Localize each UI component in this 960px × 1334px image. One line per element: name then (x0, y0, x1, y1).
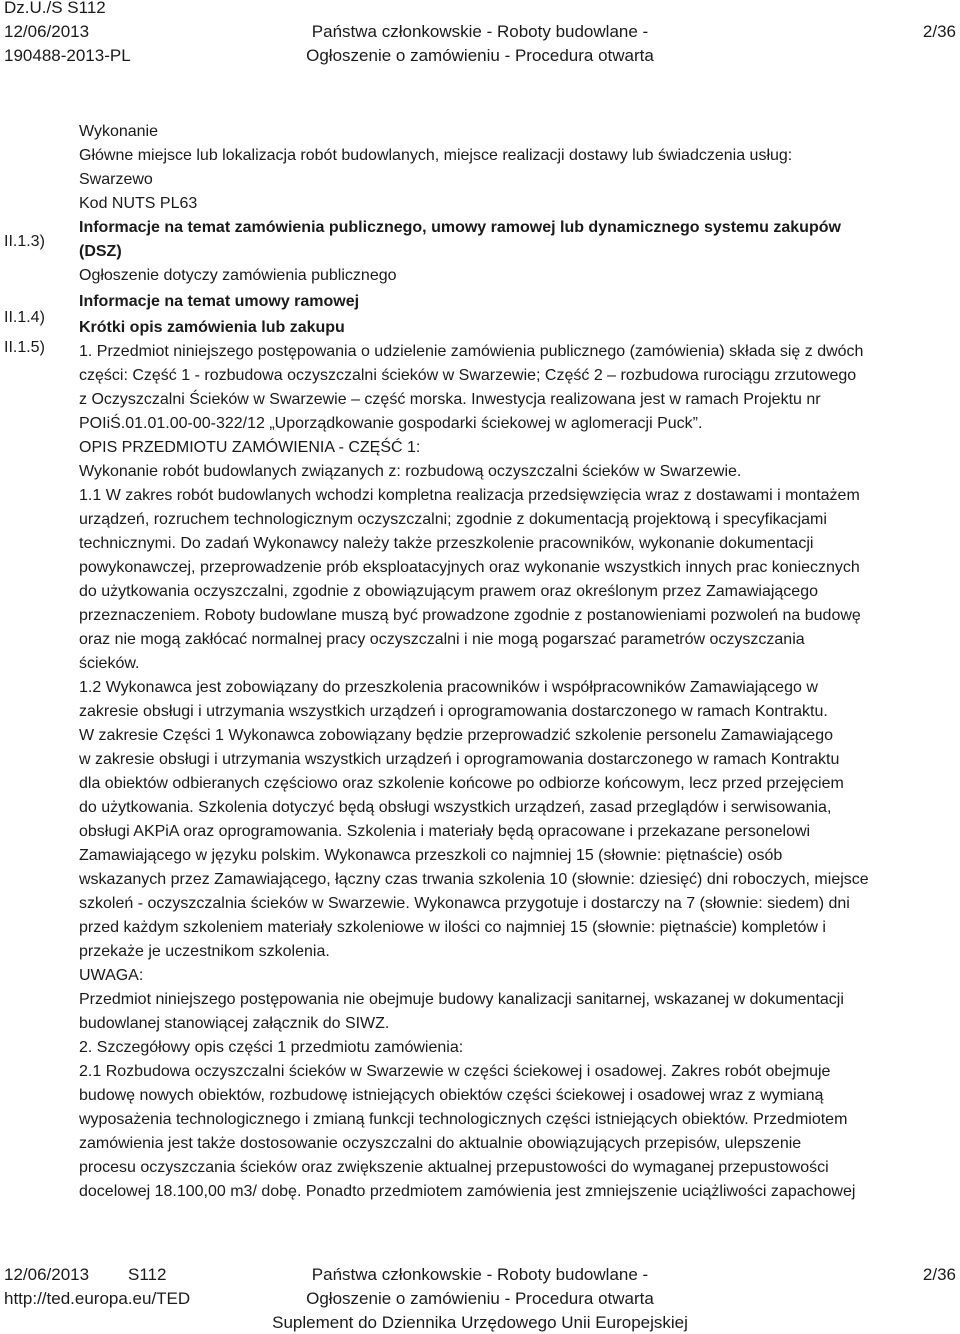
text-line: Kod NUTS PL63 (79, 195, 198, 212)
text-line: do użytkowania oczyszczalni, zgodnie z obowiązującym prawem oraz określonym przez Zamawiającego (79, 583, 818, 600)
header-page-number: 2/36 (922, 22, 956, 41)
text-line: budowę nowych obiektów, rozbudowę istniejących obiektów części ściekowej i osadowej wraz z wymianą (79, 1087, 824, 1104)
section-heading: Informacje na temat zamówienia publicznego, umowy ramowej lub dynamicznego systemu zakupów (79, 219, 841, 236)
text-line: dla obiektów odbieranych częściowo oraz szkolenie końcowe po odbiorze końcowym, lecz przed przejęciem (79, 775, 844, 792)
text-line: w zakresie obsługi i utrzymania wszystkich urządzeń i oprogramowania dostarczonego w ramach Kontraktu (79, 751, 840, 768)
text-line: powykonawczej, przeprowadzenie prób eksploatacyjnych oraz wykonanie wszystkich innych prac koniecznych (79, 559, 860, 576)
text-line: budowlanej stanowiącej załącznik do SIWZ. (79, 1015, 390, 1032)
text-line: 2. Szczegółowy opis części 1 przedmiotu zamówienia: (79, 1039, 464, 1056)
text-line: docelowej 18.100,00 m3/ dobę. Ponadto przedmiotem zamówienia jest zmniejszenie uciążliwości zapachowej (79, 1183, 856, 1200)
footer-url-link[interactable]: http://ted.europa.eu/TED (4, 1289, 191, 1308)
header-title-line-1: Państwa członkowskie - Roboty budowlane - (311, 22, 649, 41)
section-heading: Krótki opis zamówienia lub zakupu (79, 319, 345, 336)
text-line: Swarzewo (79, 171, 153, 188)
text-line: Ogłoszenie dotyczy zamówienia publicznego (79, 267, 397, 284)
text-line: szkoleń - oczyszczalnia ścieków w Swarzewie. Wykonawca przygotuje i dostarczy na 7 (słownie: siedem) dni (79, 895, 850, 912)
text-line: 1.2 Wykonawca jest zobowiązany do przeszkolenia pracowników i współpracowników Zamawiającego w (79, 679, 818, 696)
text-line: POIiŚ.01.01.00-00-322/12 „Uporządkowanie gospodarki ściekowej w aglomeracji Puck”. (79, 415, 703, 432)
section-heading: Informacje na temat umowy ramowej (79, 293, 360, 310)
text-line: Wykonanie (79, 123, 159, 140)
text-line: UWAGA: (79, 967, 144, 984)
text-line: zakresie obsługi i utrzymania wszystkich urządzeń i oprogramowania dostarczonego w ramach Kontraktu. (79, 703, 828, 720)
text-line: przeznaczeniem. Roboty budowlane muszą być prowadzone zgodnie z postanowieniami pozwoleń na budowę (79, 607, 861, 624)
section-number: II.1.3) (4, 233, 45, 250)
text-line: przed każdym szkoleniem materiały szkoleniowe w ilości co najmniej 15 (słownie: piętnaście) kompletów i (79, 919, 826, 936)
section-number: II.1.5) (4, 339, 45, 356)
text-line: do użytkowania. Szkolenia dotyczyć będą obsługi wszystkich urządzeń, zasad przeglądów i serwisowania, (79, 799, 832, 816)
text-line: W zakresie Części 1 Wykonawca zobowiązany będzie przeprowadzić szkolenie personelu Zamawiającego (79, 727, 833, 744)
text-line: przekaże je uczestnikom szkolenia. (79, 943, 330, 960)
text-line: 1. Przedmiot niniejszego postępowania o udzielenie zamówienia publicznego (zamówienia) składa się z dwóch (79, 343, 864, 360)
text-line: Główne miejsce lub lokalizacja robót budowlanych, miejsce realizacji dostawy lub świadczenia usług: (79, 147, 793, 164)
header-notice-id: 190488-2013-PL (4, 46, 131, 65)
footer-title-line-2: Ogłoszenie o zamówieniu - Procedura otwarta (306, 1289, 654, 1308)
section-number: II.1.4) (4, 309, 45, 326)
text-line: urządzeń, rozruchem technologicznym oczyszczalni; zgodnie z dokumentacją projektową i specyfikacjami (79, 511, 827, 528)
text-line: 1.1 W zakres robót budowlanych wchodzi kompletna realizacja przedsięwzięcia wraz z dostawami i montażem (79, 487, 860, 504)
header-oj-reference: Dz.U./S S112 (4, 0, 106, 17)
footer-date: 12/06/2013 (4, 1265, 90, 1284)
footer-page-number: 2/36 (922, 1265, 956, 1284)
header-date: 12/06/2013 (4, 22, 90, 41)
text-line: zamówienia jest także dostosowanie oczyszczalni do aktualnie obowiązujących przepisów, ulepszenie (79, 1135, 802, 1152)
text-line: technicznymi. Do zadań Wykonawcy należy także przeszkolenie pracowników, wykonanie dokumentacji (79, 535, 814, 552)
text-line: OPIS PRZEDMIOTU ZAMÓWIENIA - CZĘŚĆ 1: (79, 439, 421, 456)
text-line: obsługi AKPiA oraz oprogramowania. Szkolenia i materiały będą opracowane i przekazane personelowi (79, 823, 811, 840)
text-line: Przedmiot niniejszego postępowania nie obejmuje budowy kanalizacji sanitarnej, wskazanej w dokumentacji (79, 991, 844, 1008)
footer-code: S112 (128, 1265, 167, 1284)
header-title-line-2: Ogłoszenie o zamówieniu - Procedura otwarta (306, 46, 654, 65)
footer-title-line-1: Państwa członkowskie - Roboty budowlane - (311, 1265, 649, 1284)
text-line: ścieków. (79, 655, 140, 672)
text-line: z Oczyszczalni Ścieków w Swarzewie – część morska. Inwestycja realizowana jest w ramach Projektu nr (79, 391, 821, 408)
text-line: wskazanych przez Zamawiającego, łączny czas trwania szkolenia 10 (słownie: dziesięć) dni roboczych, miejsce (79, 871, 869, 888)
text-line: oraz nie mogą zakłócać normalnej pracy oczyszczalni i nie mogą pogarszać parametrów oczyszczania (79, 631, 805, 648)
text-line: części: Część 1 - rozbudowa oczyszczalni ścieków w Swarzewie; Część 2 – rozbudowa rurociągu zrzutowego (79, 367, 857, 384)
text-line: Wykonanie robót budowlanych związanych z: rozbudową oczyszczalni ścieków w Swarzewie. (79, 463, 742, 480)
section-heading: (DSZ) (79, 243, 122, 260)
text-line: wyposażenia technologicznego i zmianą funkcji technologicznych części istniejących obiektów. Przedmiotem (79, 1111, 848, 1128)
notice-body (79, 120, 953, 1204)
text-line: Zamawiającego w języku polskim. Wykonawca przeszkoli co najmniej 15 (słownie: piętnaście) osób (79, 847, 783, 864)
text-line: procesu oczyszczania ścieków oraz zwiększenie aktualnej przepustowości do wymaganej przepustowości (79, 1159, 829, 1176)
text-line: 2.1 Rozbudowa oczyszczalni ścieków w Swarzewie w części ściekowej i osadowej. Zakres robót obejmuje (79, 1063, 831, 1080)
footer-supplement: Suplement do Dziennika Urzędowego Unii Europejskiej (272, 1313, 688, 1332)
